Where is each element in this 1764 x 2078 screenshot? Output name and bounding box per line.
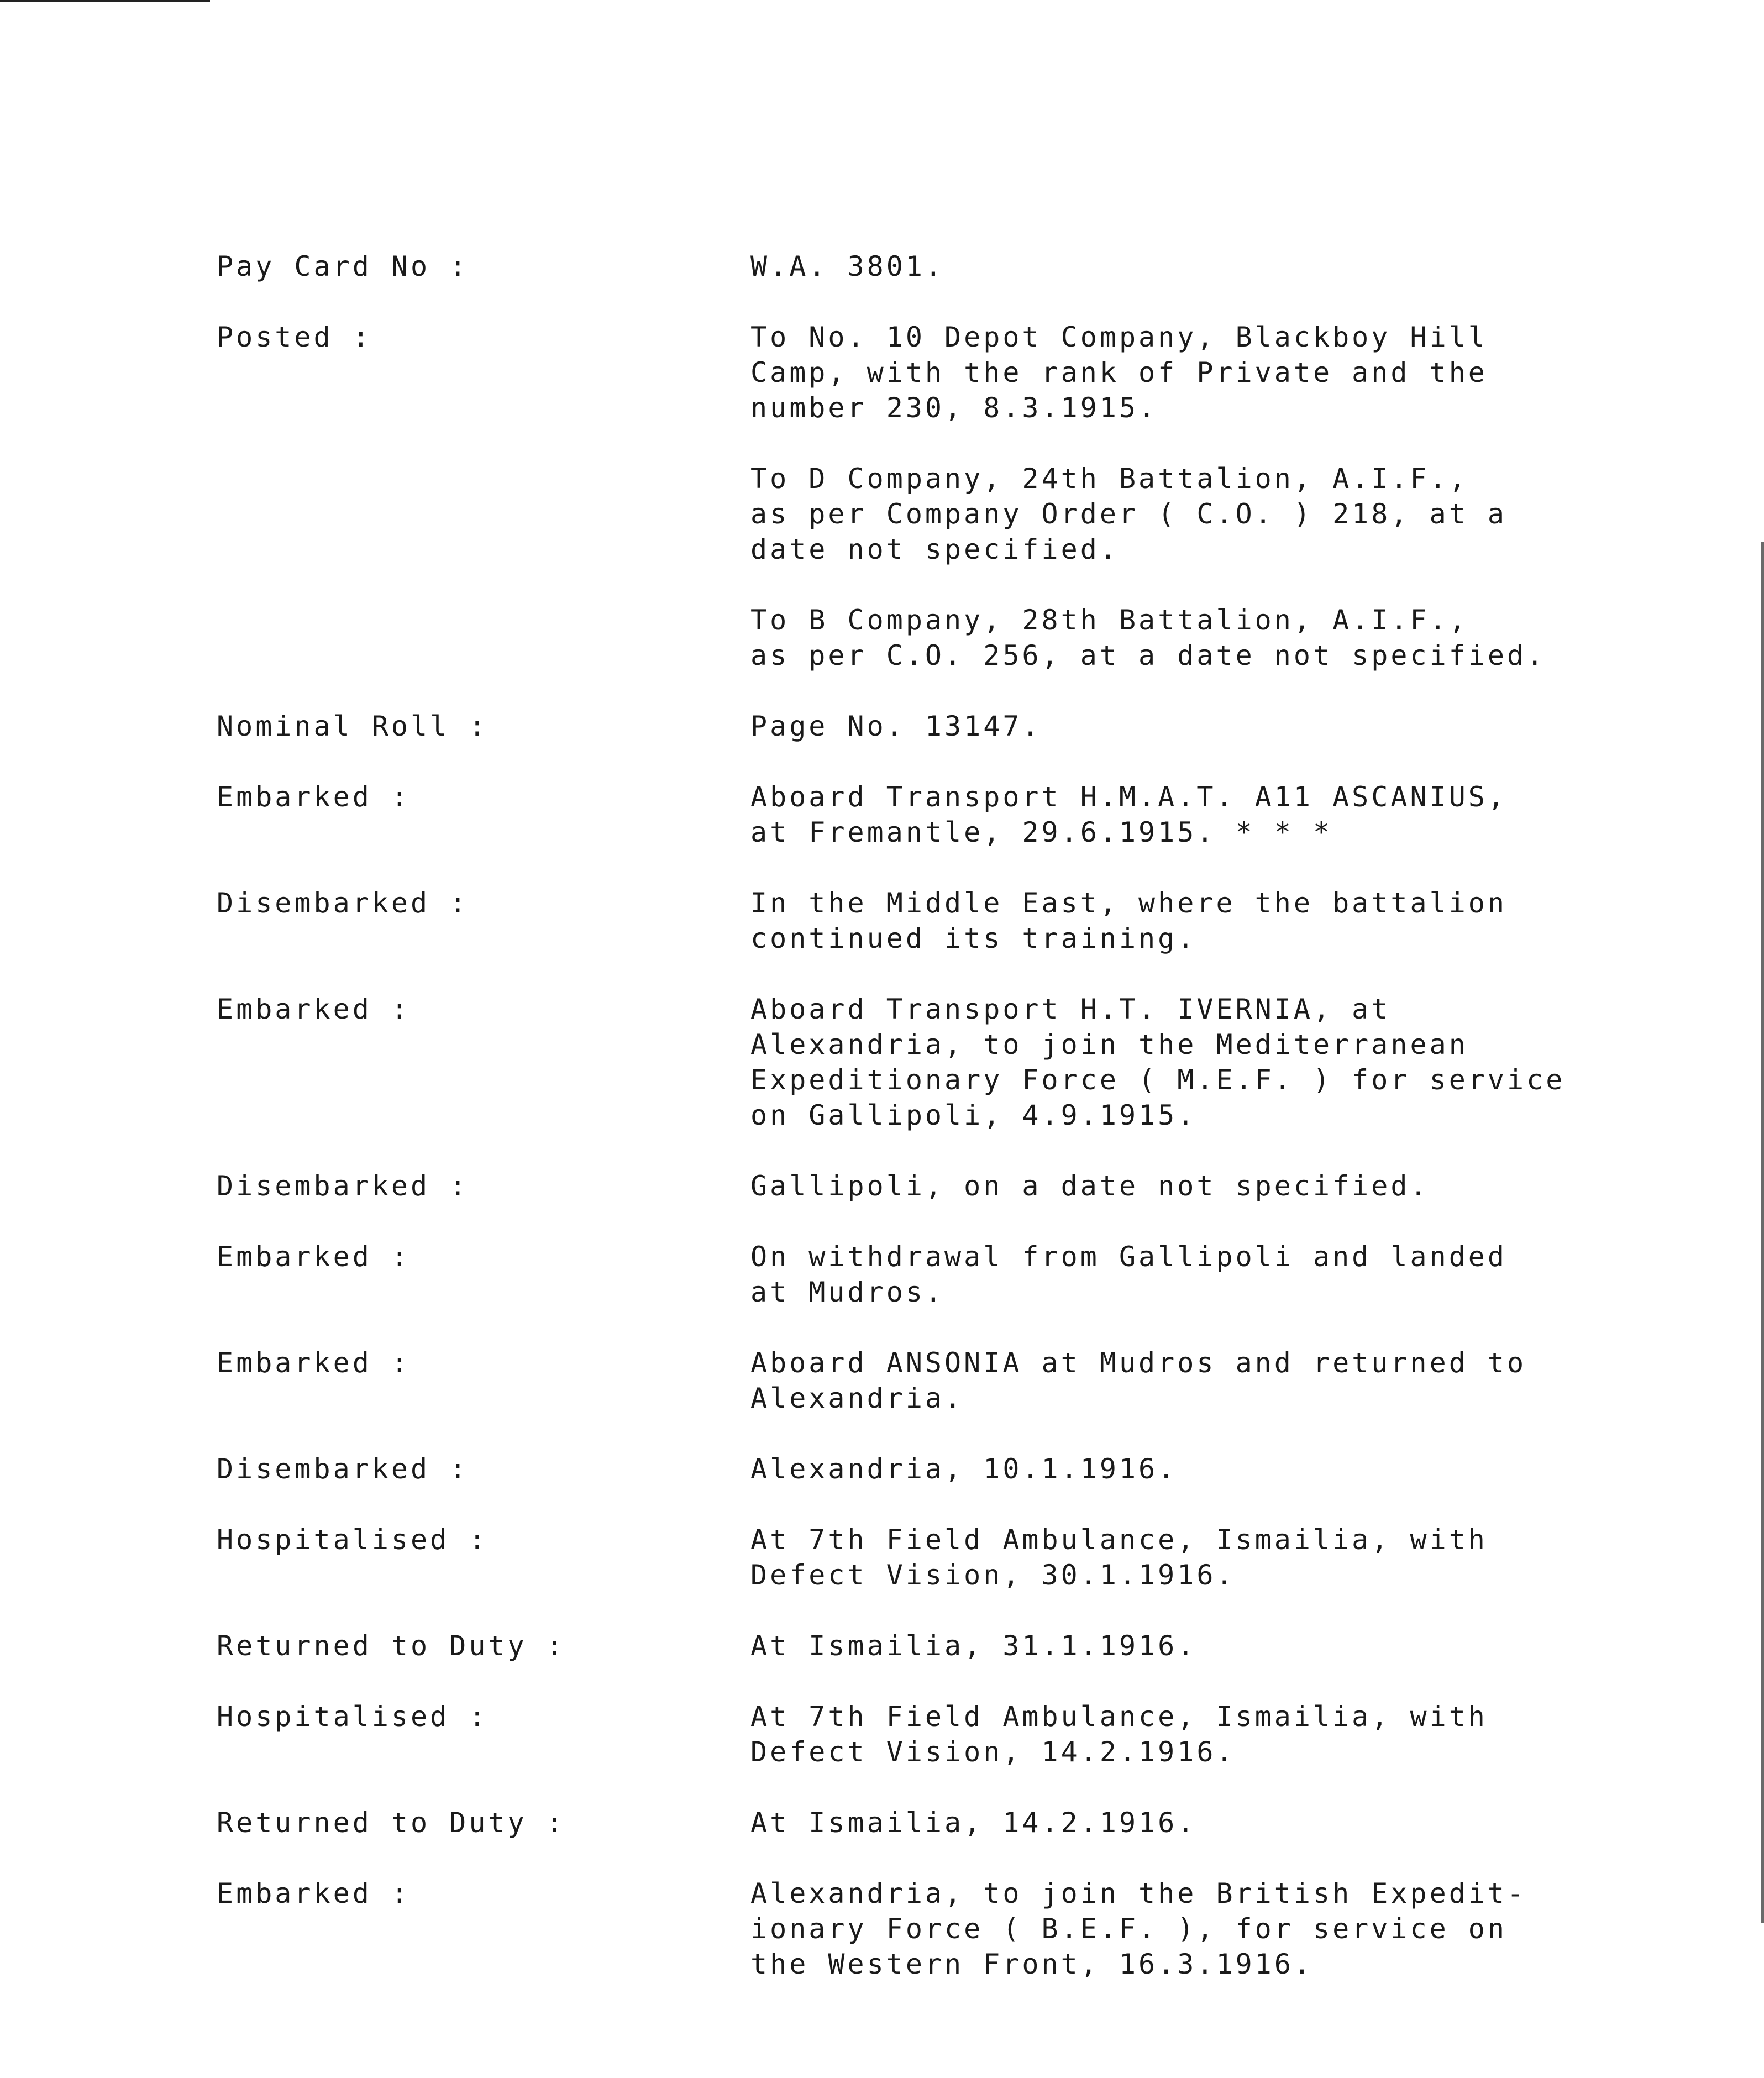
entry-label: Embarked : bbox=[217, 1241, 411, 1273]
entry-label: Returned to Duty : bbox=[217, 1807, 566, 1839]
entry-value: Alexandria, 10.1.1916. bbox=[750, 1453, 1178, 1485]
entry-value: On withdrawal from Gallipoli and landed at Mudros. bbox=[750, 1241, 1507, 1308]
entry-value: At 7th Field Ambulance, Ismailia, with Defect Vision, 14.2.1916. bbox=[750, 1701, 1488, 1768]
entry-label: Posted : bbox=[217, 321, 372, 353]
entry-label: Hospitalised : bbox=[217, 1524, 489, 1556]
entry-value: At Ismailia, 31.1.1916. bbox=[750, 1630, 1197, 1662]
entry-label: Embarked : bbox=[217, 1347, 411, 1379]
entry-value: To No. 10 Depot Company, Blackboy Hill Camp, with the rank of Private and the number 230, 8.3.1915. bbox=[750, 321, 1488, 424]
entry-label: Nominal Roll : bbox=[217, 710, 489, 742]
entry-value: Aboard Transport H.M.A.T. A11 ASCANIUS, at Fremantle, 29.6.1915. * * * bbox=[750, 781, 1507, 848]
entry-value: To B Company, 28th Battalion, A.I.F., as per C.O. 256, at a date not specified. bbox=[750, 604, 1546, 671]
entry-value: To D Company, 24th Battalion, A.I.F., as per Company Order ( C.O. ) 218, at a date not specified. bbox=[750, 463, 1507, 565]
scan-edge-right bbox=[1761, 542, 1764, 1923]
entry-label: Disembarked : bbox=[217, 887, 469, 919]
entry-label: Hospitalised : bbox=[217, 1701, 489, 1733]
entry-label: Disembarked : bbox=[217, 1170, 469, 1202]
entry-label: Embarked : bbox=[217, 781, 411, 813]
scan-edge-top bbox=[0, 0, 210, 2]
entry-value: At 7th Field Ambulance, Ismailia, with Defect Vision, 30.1.1916. bbox=[750, 1524, 1488, 1591]
entry-label: Disembarked : bbox=[217, 1453, 469, 1485]
entry-value: At Ismailia, 14.2.1916. bbox=[750, 1807, 1197, 1839]
entry-label: Returned to Duty : bbox=[217, 1630, 566, 1662]
entry-value: W.A. 3801. bbox=[750, 250, 945, 282]
entry-label: Embarked : bbox=[217, 1877, 411, 1909]
entry-value: In the Middle East, where the battalion continued its training. bbox=[750, 887, 1507, 954]
entry-value: Alexandria, to join the British Expedit- ionary Force ( B.E.F. ), for service on the Western Front, 16.3.1916. bbox=[750, 1877, 1527, 1980]
entry-label: Embarked : bbox=[217, 993, 411, 1025]
entry-value: Gallipoli, on a date not specified. bbox=[750, 1170, 1430, 1202]
entry-value: Aboard Transport H.T. IVERNIA, at Alexandria, to join the Mediterranean Expeditionary Force ( M.E.F. ) for service on Gallipoli, 4.9.1915. bbox=[750, 993, 1566, 1131]
entry-value: Aboard ANSONIA at Mudros and returned to Alexandria. bbox=[750, 1347, 1527, 1414]
entry-label: Pay Card No : bbox=[217, 250, 469, 282]
entry-value: Page No. 13147. bbox=[750, 710, 1042, 742]
